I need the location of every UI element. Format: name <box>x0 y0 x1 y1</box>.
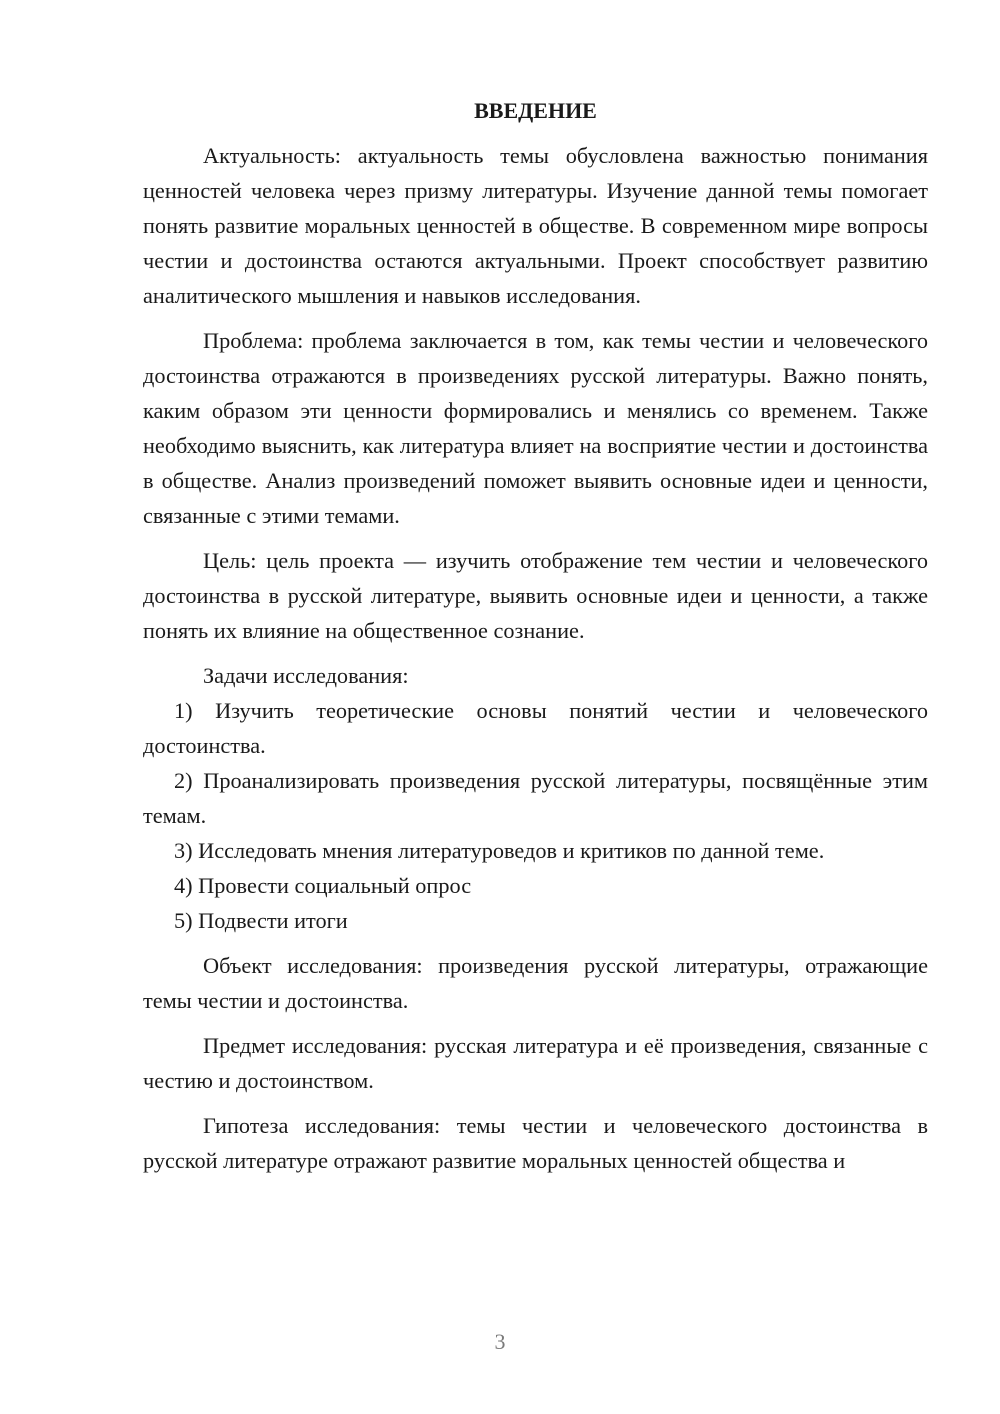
task-item-4: 4) Провести социальный опрос <box>174 873 472 898</box>
document-body <box>143 93 928 1178</box>
paragraph-problem: Проблема: проблема заключается в том, как темы честии и человеческого достоинства отражаются в произведениях русской литературы. Важно понять, каким образом эти ценности формировались и менялись со временем. Также необходимо выяснить, как литература влияет на восприятие честии и достоинства в обществе. Анализ произведений поможет выявить основные идеи и ценности, связанные с этими темами. <box>143 328 928 528</box>
paragraph-tasks-heading: Задачи исследования: <box>203 663 409 688</box>
task-item-3: 3) Исследовать мнения литературоведов и критиков по данной теме. <box>174 838 825 863</box>
paragraph-goal: Цель: цель проекта — изучить отображение тем честии и человеческого достоинства в русской литературе, выявить основные идеи и ценности, а также понять их влияние на общественное сознание. <box>143 548 928 643</box>
page-number: 3 <box>494 1329 506 1354</box>
paragraph-subject: Предмет исследования: русская литература и её произведения, связанные с честию и достоинством. <box>143 1033 928 1093</box>
paragraph-object: Объект исследования: произведения русской литературы, отражающие темы честии и достоинства. <box>143 953 928 1013</box>
task-item-5: 5) Подвести итоги <box>174 908 348 933</box>
task-item-1: 1) Изучить теоретические основы понятий честии и человеческого достоинства. <box>143 698 928 758</box>
page-title: ВВЕДЕНИЕ <box>474 98 597 123</box>
task-item-2: 2) Проанализировать произведения русской литературы, посвящённые этим темам. <box>143 768 928 828</box>
paragraph-hypothesis: Гипотеза исследования: темы честии и человеческого достоинства в русской литературе отражают развитие моральных ценностей общества и <box>143 1113 928 1173</box>
paragraph-relevance: Актуальность: актуальность темы обусловлена важностью понимания ценностей человека через призму литературы. Изучение данной темы помогает понять развитие моральных ценностей в обществе. В современном мире вопросы честии и достоинства остаются актуальными. Проект способствует развитию аналитического мышления и навыков исследования. <box>143 143 928 308</box>
